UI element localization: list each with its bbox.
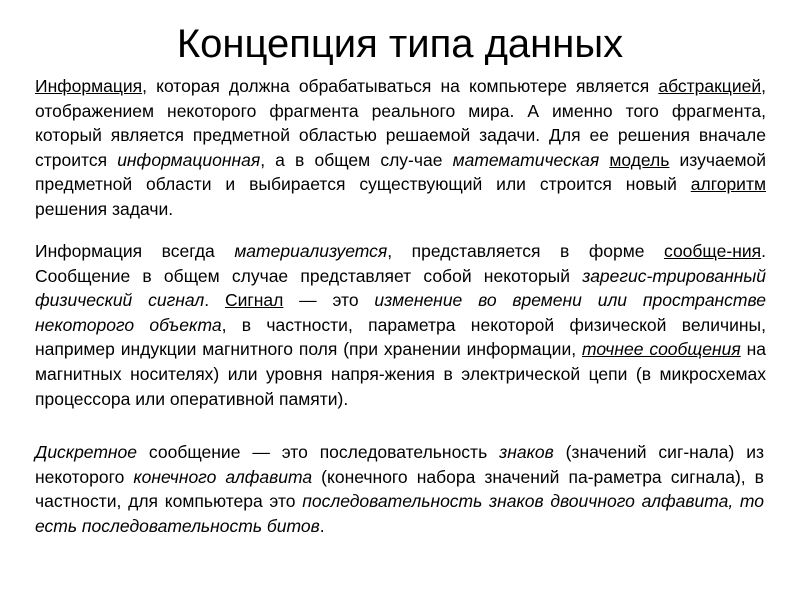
text-segment: . bbox=[319, 515, 325, 536]
term-discrete: Дискретное bbox=[35, 442, 138, 462]
text-segment: (значений сиг-нала) из некоторого bbox=[35, 442, 765, 487]
term-information: Информация bbox=[35, 76, 143, 96]
term-more-precisely-message: точнее сообщения bbox=[581, 339, 741, 360]
paragraph-information-materialization bbox=[35, 239, 766, 411]
text-segment: . bbox=[204, 290, 225, 311]
text-segment bbox=[599, 150, 609, 170]
text-segment: , а в общем слу-чае bbox=[260, 149, 453, 170]
term-signal: Сигнал bbox=[224, 290, 284, 311]
term-mathematical: математическая bbox=[452, 149, 600, 170]
text-segment: — это bbox=[283, 290, 375, 311]
paragraph-information-abstraction bbox=[35, 74, 766, 222]
text-segment: на магнитных носителях) или уровня напря-жения в электрической цепи (в микросхемах процессора или оперативной памяти). bbox=[35, 339, 766, 409]
text-segment: , представляется в форме bbox=[387, 241, 664, 261]
term-message: сообще-ния bbox=[664, 241, 762, 261]
term-informational: информационная bbox=[117, 149, 261, 170]
term-model: модель bbox=[609, 149, 670, 170]
text-segment: , которая должна обрабатываться на компьютере является bbox=[142, 76, 659, 96]
paragraph-discrete-message bbox=[35, 440, 764, 538]
term-change-in-time-or-space: изменение во времени или пространстве некоторого объекта bbox=[35, 290, 766, 335]
term-finite-alphabet: конечного алфавита bbox=[133, 466, 313, 487]
text-segment: , отображением некоторого фрагмента реального мира. А именно того фрагмента, который является предметной областью решаемой задачи. Для ее решения вначале строится bbox=[35, 76, 766, 170]
slide-title: Концепция типа данных bbox=[176, 22, 624, 66]
term-registered-physical-signal: зарегис-трированный физический сигнал bbox=[35, 265, 766, 311]
text-segment: сообщение — это последовательность bbox=[137, 442, 500, 462]
term-signs: знаков bbox=[499, 442, 554, 462]
term-bit-sequence: последовательность знаков двоичного алфавита, то есть последовательность битов bbox=[35, 491, 765, 536]
text-segment: решения задачи. bbox=[35, 198, 174, 219]
text-segment: , в частности, параметра некоторой физической величины, например индукции магнитного поля (при хранении информации, bbox=[35, 314, 766, 360]
term-algorithm: алгоритм bbox=[690, 174, 766, 195]
text-segment: (конечного набора значений па-раметра сигнала), в частности, для компьютера это bbox=[35, 466, 764, 512]
text-segment: Информация всегда bbox=[35, 241, 235, 261]
term-materializes: материализуется bbox=[234, 241, 388, 261]
term-abstraction: абстракцией bbox=[658, 76, 762, 96]
text-segment: изучаемой предметной области и выбирается существующий или строится новый bbox=[35, 149, 766, 195]
text-segment: . Сообщение в общем случае представляет собой некоторый bbox=[35, 241, 766, 286]
